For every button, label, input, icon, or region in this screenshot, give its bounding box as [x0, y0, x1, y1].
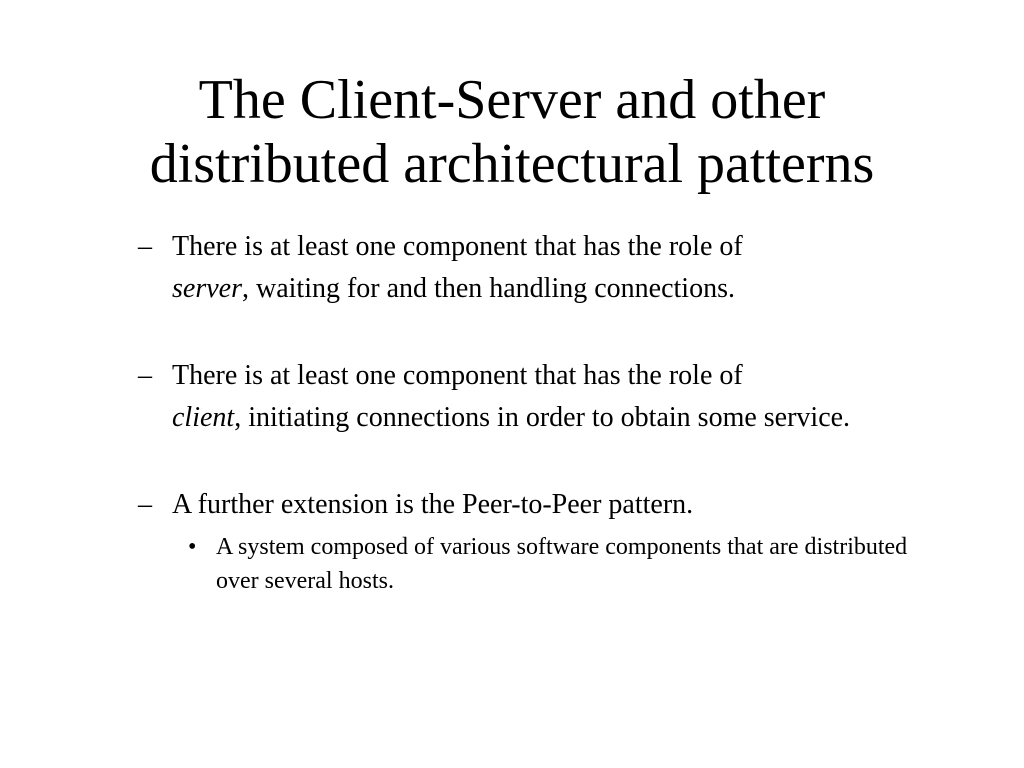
sub-bullet-item [172, 530, 938, 598]
dash-marker: – [138, 360, 152, 391]
emphasis-client: client [172, 402, 235, 433]
sub-bullet-text: A system composed of various software components that are distributed over several hosts. [216, 534, 908, 594]
title-line-2: distributed architectural patterns [149, 133, 875, 195]
bullet-text: There is at least one component that has the role of [172, 360, 743, 391]
dash-marker: – [138, 489, 152, 520]
emphasis-server: server [172, 273, 242, 304]
bullet-item-server-role [138, 226, 938, 310]
title-line-1: The Client-Server and other [198, 69, 826, 131]
bullet-text: There is at least one component that has the role of [172, 231, 743, 262]
bullet-dot-marker: • [188, 534, 197, 560]
dash-marker: – [138, 231, 152, 262]
bullet-text: , waiting for and then handling connections. [241, 273, 735, 304]
slide-title [0, 68, 1024, 196]
bullet-list [138, 226, 938, 598]
bullet-item-peer-to-peer [138, 484, 938, 598]
bullet-text: , initiating connections in order to obtain some service. [234, 402, 851, 433]
sub-bullet-list [172, 530, 938, 598]
bullet-item-client-role [138, 355, 938, 439]
bullet-text: A further extension is the Peer-to-Peer pattern. [172, 489, 694, 520]
